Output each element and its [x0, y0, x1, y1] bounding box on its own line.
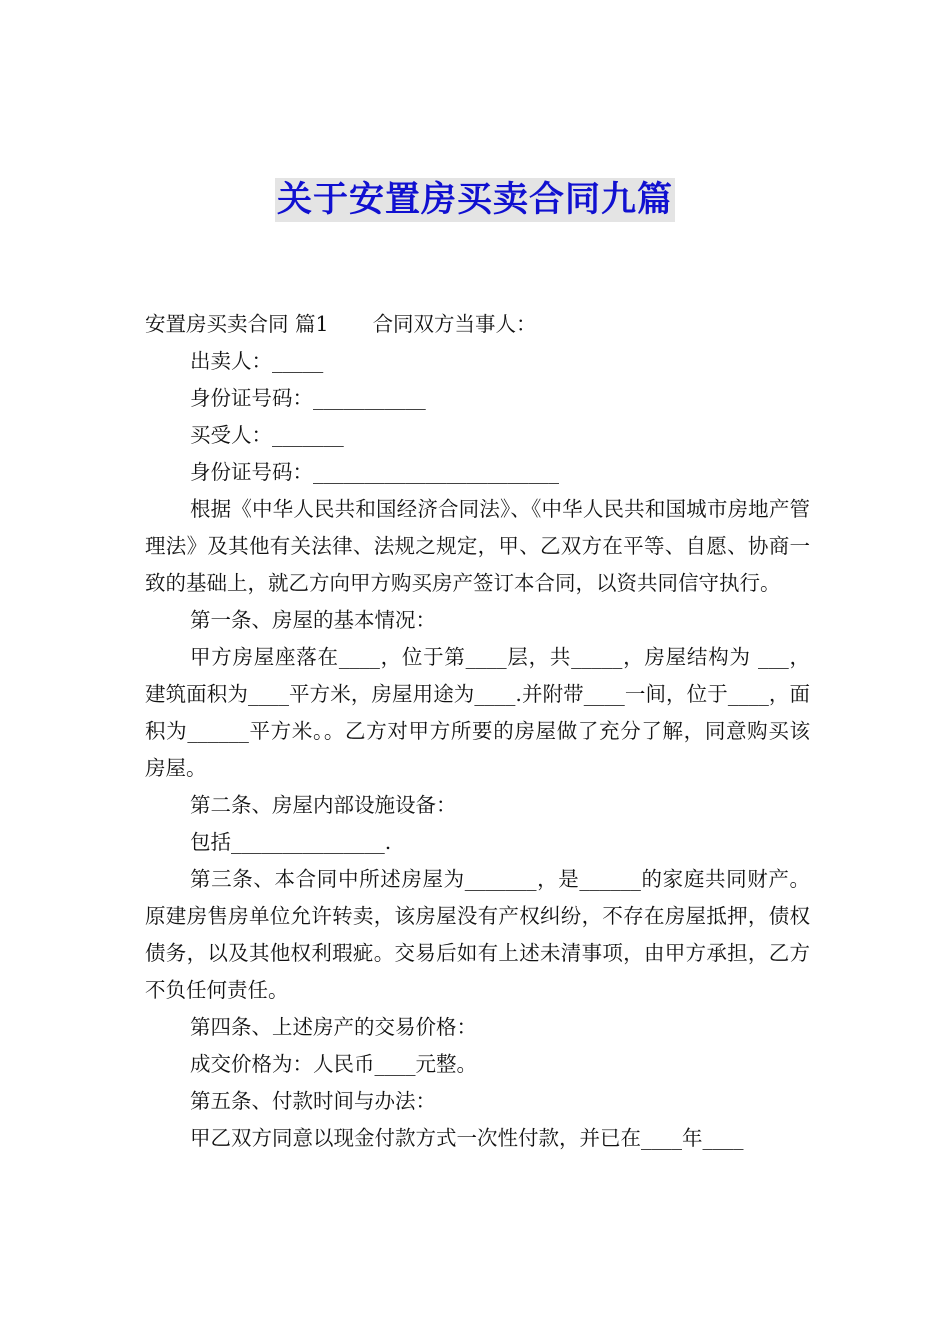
buyer-id-line: 身份证号码：________________________	[190, 460, 559, 484]
article-1-heading: 第一条、房屋的基本情况：	[190, 608, 436, 632]
article-3-body: 第三条、本合同中所述房屋为_______，是______的家庭共同财产。原建房售房单位允许转卖，该房屋没有产权纠纷，不存在房屋抵押，债权债务，以及其他权利瑕疵。交易后如有上述未清事项，由甲方承担，乙方不负任何责任。	[145, 867, 810, 1002]
document-body	[145, 306, 810, 1157]
article-2-body: 包括_______________.	[190, 830, 392, 854]
title-container	[0, 178, 950, 222]
document-title: 关于安置房买卖合同九篇	[276, 180, 673, 220]
article-1-body: 甲方房屋座落在____，位于第____层，共_____，房屋结构为 ___，建筑面积为____平方米，房屋用途为____.并附带____一间，位于____，面积为______平方米。。乙方对甲方所要的房屋做了充分了解，同意购买该房屋。	[145, 645, 810, 780]
section-heading: 安置房买卖合同 篇1	[145, 312, 329, 336]
first-line	[145, 306, 810, 343]
preamble-paragraph: 根据《中华人民共和国经济合同法》、《中华人民共和国城市房地产管理法》及其他有关法律、法规之规定，甲、乙双方在平等、自愿、协商一致的基础上，就乙方向甲方购买房产签订本合同，以资共同信守执行。	[145, 497, 810, 595]
article-2-heading: 第二条、房屋内部设施设备：	[190, 793, 457, 817]
parties-heading: 合同双方当事人：	[372, 312, 537, 336]
article-4-heading: 第四条、上述房产的交易价格：	[190, 1015, 477, 1039]
article-5-body: 甲乙双方同意以现金付款方式一次性付款，并已在____年____	[190, 1126, 744, 1150]
seller-id-line: 身份证号码：___________	[190, 386, 426, 410]
seller-line: 出卖人：_____	[190, 349, 324, 373]
buyer-line: 买受人：_______	[190, 423, 344, 447]
article-4-body: 成交价格为：人民币____元整。	[190, 1052, 477, 1076]
article-5-heading: 第五条、付款时间与办法：	[190, 1089, 436, 1113]
